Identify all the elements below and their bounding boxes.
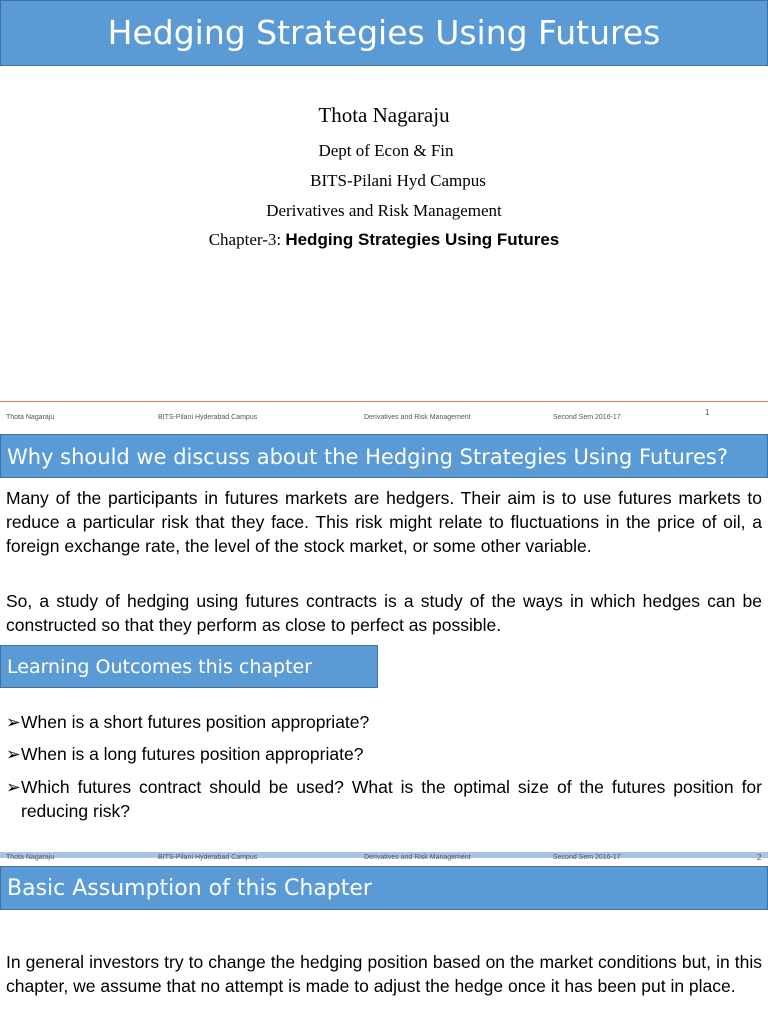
- footer-page-number: 1: [705, 408, 710, 417]
- learning-outcomes-heading: Learning Outcomes this chapter: [0, 645, 378, 688]
- footer-course: Derivatives and Risk Management: [364, 414, 471, 421]
- footer-page-number: 2: [757, 853, 762, 862]
- chapter-title: Hedging Strategies Using Futures: [285, 230, 560, 249]
- department: Dept of Econ & Fin: [318, 141, 454, 160]
- chapter-line: [0, 230, 768, 250]
- arrow-bullet-icon: ➢: [6, 712, 21, 732]
- outcome-text: When is a short futures position appropriate?: [21, 712, 370, 732]
- footer-campus: BITS-Pilani Hyderabad Campus: [158, 854, 258, 861]
- footer-course: Derivatives and Risk Management: [364, 854, 471, 861]
- outcome-bullet-1: [6, 710, 762, 734]
- slide-1-title: Hedging Strategies Using Futures: [0, 0, 768, 66]
- slide-2-paragraph-1: Many of the participants in futures markets are hedgers. Their aim is to use futures markets to reduce a particular risk that they face. This risk might relate to fluctuations in the price of oil, a foreign exchange rate, the level of the stock market, or some other variable.: [6, 488, 762, 556]
- chapter-prefix: Chapter-3:: [208, 230, 286, 249]
- arrow-bullet-icon: ➢: [6, 744, 21, 764]
- footer-author: Thota Nagaraju: [6, 414, 55, 421]
- slide-2-paragraph-2: So, a study of hedging using futures contracts is a study of the ways in which hedges can be constructed so that they perform as close to perfect as possible.: [6, 591, 762, 635]
- slide-3-paragraph-1: In general investors try to change the hedging position based on the market conditions but, in this chapter, we assume that no attempt is made to adjust the hedge once it has been put in place.: [6, 952, 762, 996]
- slide-1-footer: [0, 401, 768, 431]
- arrow-bullet-icon: ➢: [6, 777, 21, 797]
- footer-semester: Second Sem 2016-17: [553, 854, 621, 861]
- outcome-text: Which futures contract should be used? What is the optimal size of the futures position for reducing risk?: [21, 777, 762, 821]
- outcome-bullet-3: [6, 775, 762, 823]
- campus: BITS-Pilani Hyd Campus: [310, 171, 486, 190]
- course-name: Derivatives and Risk Management: [266, 201, 502, 220]
- footer-author: Thota Nagaraju: [6, 854, 55, 861]
- author-name: Thota Nagaraju: [318, 103, 450, 127]
- footer-semester: Second Sem 2016-17: [553, 414, 621, 421]
- slide-2-footer: [0, 852, 768, 866]
- slide-2-heading: Why should we discuss about the Hedging Strategies Using Futures?: [0, 434, 768, 478]
- slide-3-heading: Basic Assumption of this Chapter: [0, 866, 768, 910]
- outcome-bullet-2: [6, 742, 762, 766]
- outcome-text: When is a long futures position appropriate?: [21, 744, 364, 764]
- footer-campus: BITS-Pilani Hyderabad Campus: [158, 414, 258, 421]
